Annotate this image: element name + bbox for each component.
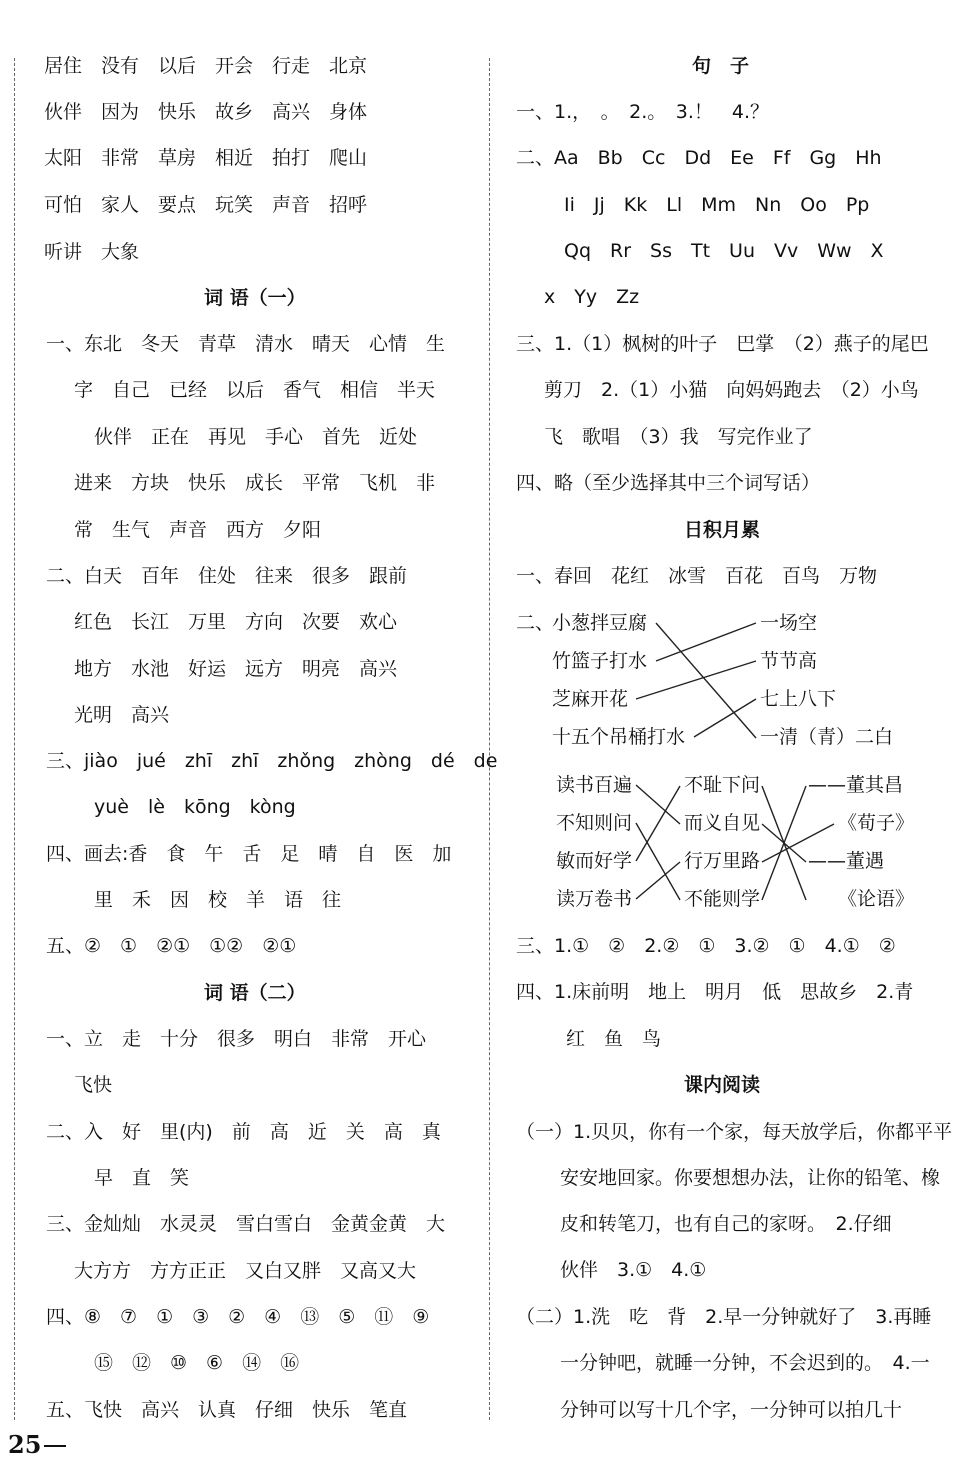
text-line: 四、画去:香 食 午 舌 足 晴 自 医 加 (46, 843, 452, 865)
text-line: 飞 歌唱 （3）我 写完作业了 (544, 426, 813, 448)
text-line: 五、飞快 高兴 认真 仔细 快乐 笔直 (46, 1399, 408, 1421)
match-line (694, 699, 756, 737)
match-right-item: 一场空 (760, 612, 818, 634)
text-line: 安安地回家。你要想想办法，让你的铅笔、橡 (560, 1167, 941, 1189)
match-right-item: 七上八下 (760, 688, 837, 710)
text-line: 分钟可以写十几个字，一分钟可以拍几十 (560, 1399, 903, 1421)
text-line: 五、② ① ②① ①② ②① (46, 935, 297, 957)
text-line: 里 禾 因 校 羊 语 往 (94, 889, 342, 911)
text-line: 常 生气 声音 西方 夕阳 (74, 519, 322, 541)
section-title: 词 语（一） (204, 287, 306, 309)
text-line: 太阳 非常 草房 相近 拍打 爬山 (44, 147, 368, 169)
text-line: 地方 水池 好运 远方 明亮 高兴 (74, 658, 398, 680)
match-left-item: 不知则问 (556, 812, 633, 834)
match-line (656, 623, 756, 738)
match-mid-item: 行万里路 (684, 850, 761, 872)
text-line: 皮和转笔刀，也有自己的家呀。 2.仔细 (560, 1213, 892, 1235)
match-mid-item: 不能则学 (684, 888, 761, 910)
match-right-item: 《论语》 (838, 888, 915, 910)
match-line (636, 862, 680, 899)
section-title: 日积月累 (684, 519, 761, 541)
text-line: （二）1.洗 吃 背 2.早一分钟就好了 3.再睡 (516, 1306, 932, 1328)
match-right-item: 《荀子》 (838, 812, 915, 834)
text-line: 四、⑧ ⑦ ① ③ ② ④ ⑬ ⑤ ⑪ ⑨ (46, 1306, 430, 1328)
match-prefix: 二、 (516, 612, 555, 634)
text-line: Ii Jj Kk Ll Mm Nn Oo Pp (564, 194, 870, 216)
text-line: x Yy Zz (544, 286, 640, 308)
text-line: 伙伴 因为 快乐 故乡 高兴 身体 (44, 101, 368, 123)
match-line (636, 786, 680, 861)
match-line (636, 823, 680, 900)
match-right-item: 一清（青）二白 (760, 726, 894, 748)
text-line: 一、春回 花红 冰雪 百花 百鸟 万物 (516, 565, 878, 587)
text-line: 进来 方块 快乐 成长 平常 飞机 非 (74, 472, 436, 494)
match-left-item: 敏而好学 (556, 850, 633, 872)
text-line: 居住 没有 以后 开会 行走 北京 (44, 55, 368, 77)
text-line: 三、1.（1）枫树的叶子 巴掌 （2）燕子的尾巴 (516, 333, 929, 355)
text-line: 一分钟吧，就睡一分钟，不会迟到的。 4.一 (560, 1352, 930, 1374)
text-line: 早 直 笑 (94, 1167, 190, 1189)
text-line: 伙伴 3.① 4.① (560, 1259, 707, 1281)
section-title: 课内阅读 (684, 1074, 761, 1096)
match-left-item: 十五个吊桶打水 (552, 726, 686, 748)
match-left-item: 竹篮子打水 (552, 650, 648, 672)
text-line: 三、金灿灿 水灵灵 雪白雪白 金黄金黄 大 (46, 1213, 446, 1235)
text-line: 四、略（至少选择其中三个词写话） (516, 472, 821, 494)
text-line: 二、Aa Bb Cc Dd Ee Ff Gg Hh (516, 147, 882, 169)
text-line: 一、立 走 十分 很多 明白 非常 开心 (46, 1028, 427, 1050)
text-line: 字 自己 已经 以后 香气 相信 半天 (74, 379, 436, 401)
match-mid-item: 不耻下问 (684, 774, 761, 796)
match-line (636, 661, 756, 699)
text-line: 一、1.， 。 2.。 3.！ 4.？ (516, 101, 770, 123)
match-left-item: 芝麻开花 (552, 688, 629, 710)
text-line: 可怕 家人 要点 玩笑 声音 招呼 (44, 194, 368, 216)
match-mid-item: 而义自见 (684, 812, 761, 834)
text-line: 光明 高兴 (74, 704, 170, 726)
text-line: 剪刀 2.（1）小猫 向妈妈跑去 （2）小鸟 (544, 379, 919, 401)
match-line (636, 785, 680, 824)
text-line: 听讲 大象 (44, 241, 140, 263)
match-left-item: 读书百遍 (556, 774, 633, 796)
match-right-item: ——董遇 (808, 850, 885, 872)
text-line: 飞快 (74, 1074, 113, 1096)
text-line: Qq Rr Ss Tt Uu Vv Ww X (564, 240, 884, 262)
text-line: 伙伴 正在 再见 手心 首先 近处 (94, 426, 418, 448)
match-line (762, 824, 834, 862)
text-line: 一、东北 冬天 青草 清水 晴天 心情 生 (46, 333, 446, 355)
text-line: 大方方 方方正正 又白又胖 又高又大 (74, 1260, 417, 1282)
match-line (656, 623, 756, 661)
section-title: 词 语（二） (204, 982, 306, 1004)
text-line: yuè lè kōng kòng (94, 796, 296, 818)
text-line: （一）1.贝贝，你有一个家，每天放学后，你都平平 (516, 1121, 953, 1143)
text-line: 三、jiào jué zhī zhī zhǒng zhòng dé de (46, 750, 498, 772)
match-left-item: 小葱拌豆腐 (552, 612, 648, 634)
text-line: 四、1.床前明 地上 明月 低 思故乡 2.青 (516, 981, 914, 1003)
match-right-item: ——董其昌 (808, 774, 904, 796)
page-number: 25 (8, 1430, 42, 1459)
match-left-item: 读万卷书 (556, 888, 633, 910)
text-line: 三、1.① ② 2.② ① 3.② ① 4.① ② (516, 935, 896, 957)
text-line: 红 鱼 鸟 (566, 1028, 662, 1050)
text-line: 红色 长江 万里 方向 次要 欢心 (74, 611, 398, 633)
text-line: 二、入 好 里(内) 前 高 近 关 高 真 (46, 1121, 441, 1143)
text-line: 二、白天 百年 住处 往来 很多 跟前 (46, 565, 408, 587)
text-line: ⑮ ⑫ ⑩ ⑥ ⑭ ⑯ (94, 1352, 300, 1374)
page-number-dash (44, 1445, 66, 1447)
section-title: 句 子 (692, 55, 750, 77)
match-right-item: 节节高 (760, 650, 818, 672)
